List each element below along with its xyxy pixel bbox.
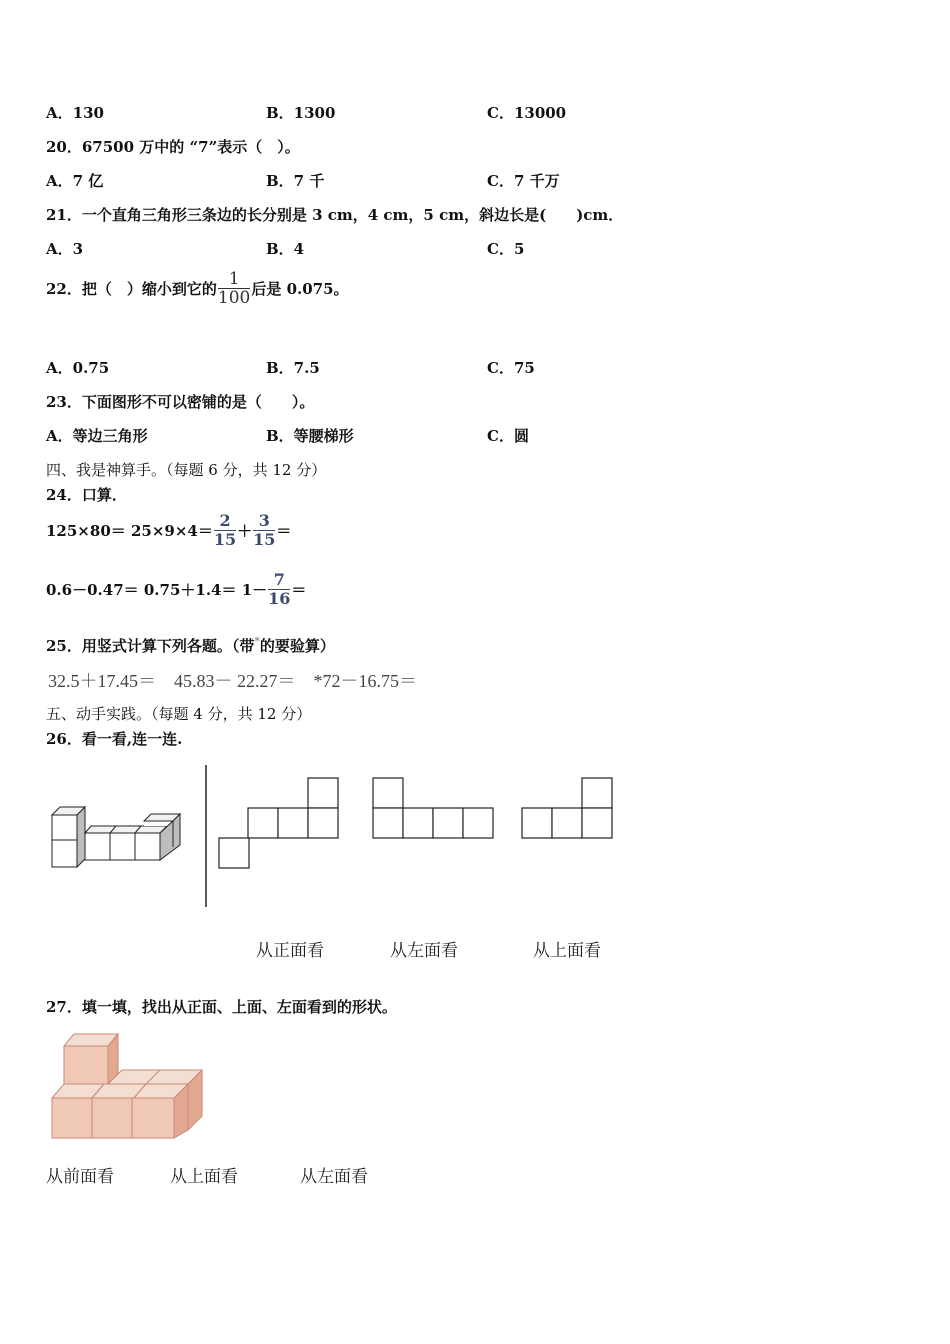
q24-stem: 24．口算． bbox=[46, 486, 127, 504]
q22-suffix: 后是 0.075。 bbox=[251, 280, 349, 298]
q26-caption-left: 从左面看 bbox=[390, 941, 458, 961]
q26-caption-top: 从上面看 bbox=[533, 941, 601, 961]
frac-den: 15 bbox=[253, 530, 276, 549]
q20-option-c: C．7 千万 bbox=[487, 172, 560, 190]
q24-fraction-3 bbox=[268, 571, 290, 608]
q24-row1-text: 125×80＝ 25×9×4＝ bbox=[46, 522, 213, 540]
frac-num: 2 bbox=[219, 511, 231, 530]
cube-assembly-icon bbox=[52, 807, 180, 867]
frac-den: 15 bbox=[213, 530, 237, 549]
q24-row1 bbox=[46, 512, 291, 549]
q27-caption-left: 从左面看 bbox=[300, 1167, 368, 1187]
q22-frac-num: 1 bbox=[228, 269, 240, 289]
q21-stem: 21．一个直角三角形三条边的长分别是 3 cm，4 cm，5 cm，斜边长是( )cm． bbox=[46, 206, 624, 224]
q22-prefix: 22．把（ ）缩小到它的 bbox=[46, 280, 217, 298]
section4-title: 四、我是神算手。（每题 6 分，共 12 分） bbox=[46, 461, 327, 479]
q20-option-b: B．7 千 bbox=[266, 172, 325, 190]
q22-option-b: B．7.5 bbox=[266, 359, 320, 377]
section5-title: 五、动手实践。（每题 4 分，共 12 分） bbox=[46, 705, 312, 723]
q23-stem: 23．下面图形不可以密铺的是（ ）。 bbox=[46, 393, 315, 411]
q23-option-c: C．圆 bbox=[487, 427, 529, 445]
q21-option-b: B．4 bbox=[266, 240, 305, 258]
q22-option-a: A．0.75 bbox=[46, 359, 110, 377]
q22-fraction bbox=[218, 270, 250, 307]
q19-option-a: A．130 bbox=[46, 104, 104, 122]
q22-option-c: C．75 bbox=[487, 359, 535, 377]
view-shape-3-icon bbox=[522, 778, 612, 838]
equals-sign: ＝ bbox=[291, 581, 307, 599]
q21-option-a: A．3 bbox=[46, 240, 84, 258]
q26-stem: 26．看一看,连一连. bbox=[46, 730, 183, 748]
q27-caption-front: 从前面看 bbox=[46, 1167, 114, 1187]
view-shape-2-icon bbox=[373, 778, 493, 838]
plus-sign: ＋ bbox=[237, 522, 253, 540]
q23-option-a: A．等边三角形 bbox=[46, 427, 148, 445]
q27-stem: 27．填一填，找出从正面、上面、左面看到的形状。 bbox=[46, 998, 397, 1016]
q27-caption-top: 从上面看 bbox=[170, 1167, 238, 1187]
equals-sign: ＝ bbox=[276, 522, 292, 540]
q25-stem-text: 25．用竖式计算下列各题。（带 bbox=[46, 637, 255, 655]
q25-expressions: 32.5＋17.45＝ 45.83－ 22.27＝ *72－16.75＝ bbox=[48, 671, 417, 691]
frac-den: 16 bbox=[268, 589, 291, 608]
frac-num: 3 bbox=[258, 511, 270, 530]
q24-fraction-1 bbox=[214, 512, 236, 549]
q25-stem bbox=[46, 635, 335, 656]
q19-option-b: B．1300 bbox=[266, 104, 336, 122]
q25-stem-end: 的要验算） bbox=[259, 637, 335, 655]
q19-option-c: C．13000 bbox=[487, 104, 567, 122]
q22-stem bbox=[46, 270, 349, 307]
q20-option-a: A．7 亿 bbox=[46, 172, 104, 190]
q23-option-b: B．等腰梯形 bbox=[266, 427, 354, 445]
q24-row2-text: 0.6－0.47＝ 0.75＋1.4＝ 1－ bbox=[46, 581, 268, 599]
view-shape-1-icon bbox=[219, 778, 338, 868]
q24-fraction-2 bbox=[253, 512, 275, 549]
q26-figures bbox=[40, 760, 640, 915]
q24-row2 bbox=[46, 571, 306, 608]
q20-stem: 20．67500 万中的 “7”表示（ ）。 bbox=[46, 138, 300, 156]
q27-cube-stack-icon bbox=[46, 1026, 206, 1146]
q22-frac-den: 100 bbox=[217, 288, 251, 308]
q26-caption-front: 从正面看 bbox=[256, 941, 324, 961]
star-mark: * bbox=[254, 635, 260, 648]
q21-option-c: C．5 bbox=[487, 240, 525, 258]
frac-num: 7 bbox=[273, 570, 285, 589]
